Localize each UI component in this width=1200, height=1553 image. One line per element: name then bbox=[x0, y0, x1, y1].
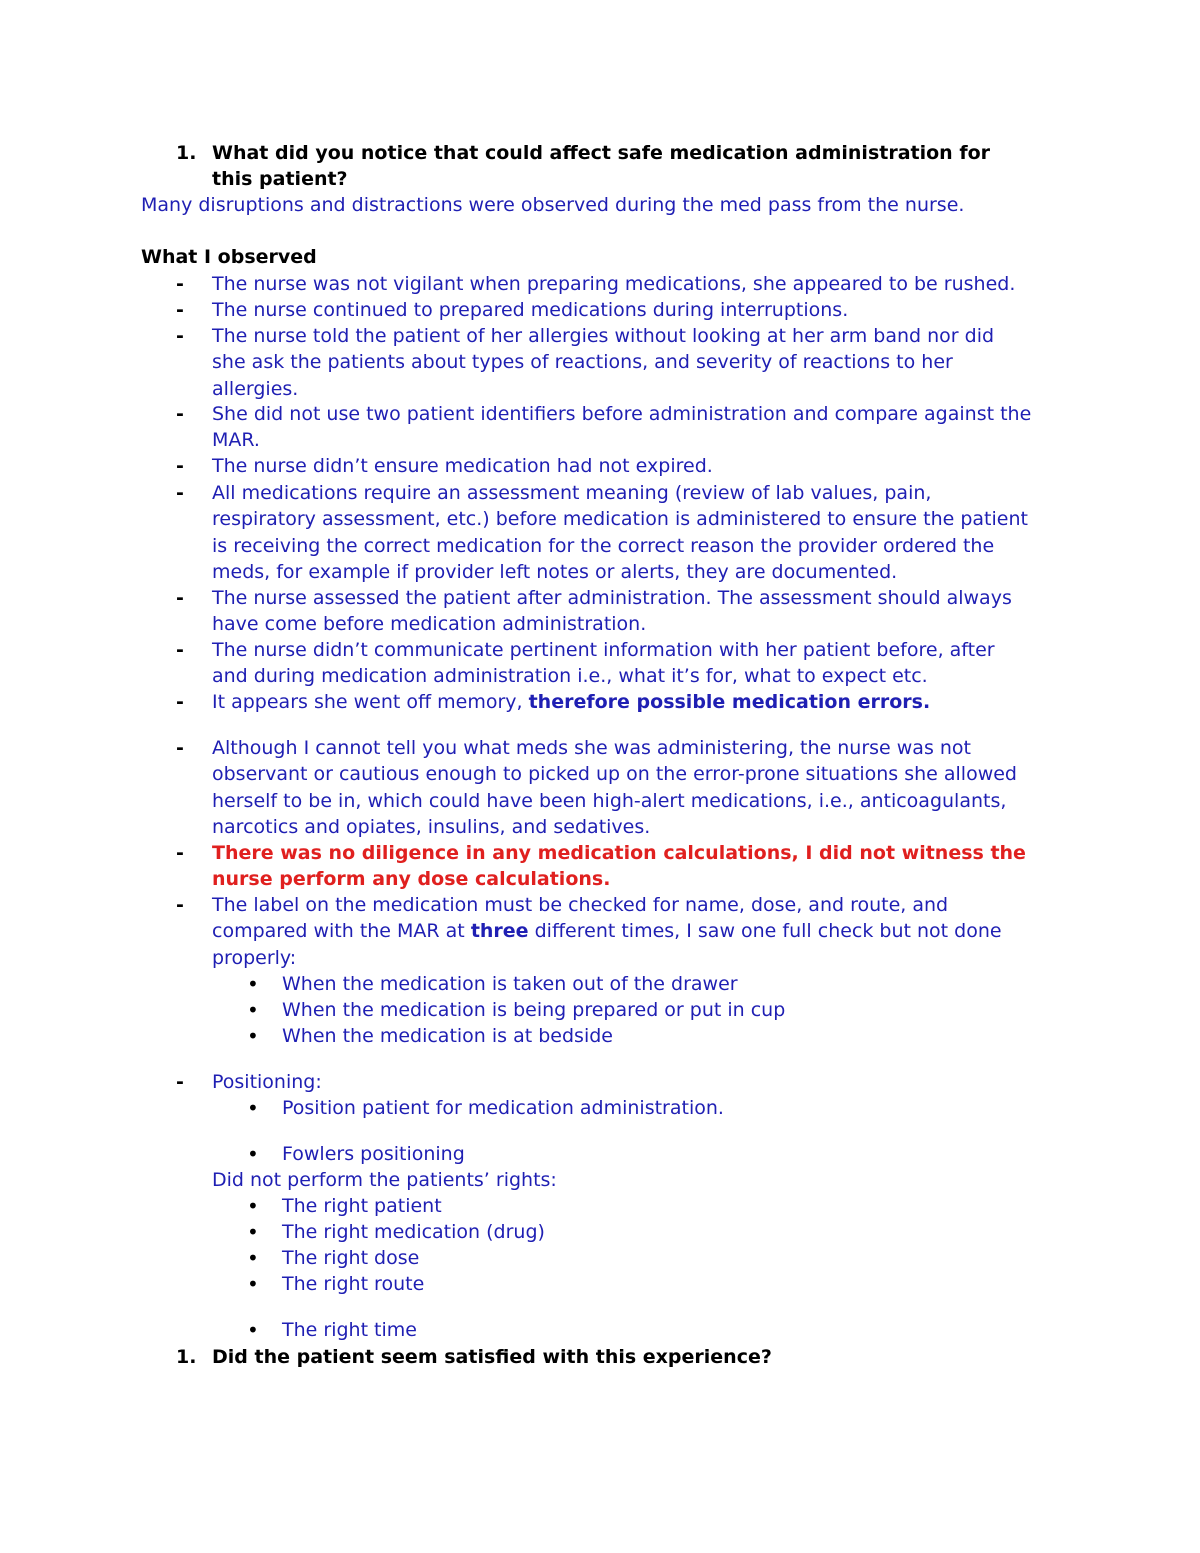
right-text: The right dose bbox=[282, 1247, 420, 1269]
bullet-marker: • bbox=[247, 1318, 259, 1342]
right-text: The right route bbox=[282, 1273, 425, 1295]
observation-line: observant or cautious enough to picked up on the error-prone situations she allowed bbox=[212, 763, 1017, 786]
observation-line: and during medication administration i.e., what it’s for, what to expect etc. bbox=[212, 665, 928, 688]
positioning-text: Position patient for medication administration. bbox=[282, 1097, 724, 1119]
right-item bbox=[247, 1193, 442, 1219]
bullet-marker: • bbox=[247, 1246, 259, 1270]
question-number: 1. bbox=[176, 1346, 197, 1368]
observation-item bbox=[176, 735, 1066, 840]
rights-label: Did not perform the patients’ rights: bbox=[212, 1169, 557, 1191]
observation-line: Although I cannot tell you what meds she was administering, the nurse was not bbox=[212, 737, 971, 759]
dash-marker: - bbox=[176, 842, 184, 864]
right-text: The right medication (drug) bbox=[282, 1221, 545, 1243]
right-text: The right patient bbox=[282, 1195, 442, 1217]
observation-line: properly: bbox=[212, 946, 297, 969]
observation-line: meds, for example if provider left notes or alerts, they are documented. bbox=[212, 560, 898, 583]
observation-line: The nurse continued to prepared medications during interruptions. bbox=[212, 299, 849, 321]
label-check-text: When the medication is taken out of the drawer bbox=[282, 973, 738, 995]
observation-line: she ask the patients about types of reactions, and severity of reactions to her bbox=[212, 351, 953, 374]
observation-item-highlight bbox=[176, 840, 1066, 893]
intro-answer: Many disruptions and distractions were observed during the med pass from the nurse. bbox=[141, 194, 965, 216]
observation-line: The nurse didn’t ensure medication had not expired. bbox=[212, 455, 713, 477]
observation-line: The nurse was not vigilant when preparing medications, she appeared to be rushed. bbox=[212, 273, 1016, 295]
dash-marker: - bbox=[176, 403, 184, 425]
right-item bbox=[247, 1317, 417, 1343]
positioning-label: Positioning: bbox=[212, 1071, 322, 1093]
observation-item bbox=[176, 892, 1066, 971]
observation-line: have come before medication administration. bbox=[212, 613, 647, 636]
observation-line: She did not use two patient identifiers before administration and compare against the bbox=[212, 403, 1032, 425]
dash-marker: - bbox=[176, 325, 184, 347]
question-text-line-2: this patient? bbox=[212, 168, 348, 191]
observation-line: The nurse assessed the patient after administration. The assessment should always bbox=[212, 587, 1012, 609]
question-number: 1. bbox=[176, 142, 197, 164]
label-check-text: When the medication is being prepared or put in cup bbox=[282, 999, 786, 1021]
bullet-marker: • bbox=[247, 1024, 259, 1048]
bullet-marker: • bbox=[247, 1142, 259, 1166]
observation-prefix: It appears she went off memory, bbox=[212, 691, 529, 713]
dash-marker: - bbox=[176, 299, 184, 321]
observation-item bbox=[176, 689, 1066, 715]
observation-prefix: compared with the MAR at bbox=[212, 920, 471, 943]
right-item bbox=[247, 1271, 424, 1297]
right-item bbox=[247, 1219, 545, 1245]
question-1 bbox=[176, 140, 1076, 193]
observation-line: The nurse didn’t communicate pertinent information with her patient before, after bbox=[212, 639, 995, 661]
observation-emphasis: therefore possible medication errors. bbox=[528, 691, 931, 713]
dash-marker: - bbox=[176, 455, 184, 477]
observation-item bbox=[176, 453, 1066, 479]
positioning-text: Fowlers positioning bbox=[282, 1143, 465, 1165]
dash-marker: - bbox=[176, 737, 184, 759]
bullet-marker: • bbox=[247, 1272, 259, 1296]
dash-marker: - bbox=[176, 894, 184, 916]
label-check-item bbox=[247, 997, 785, 1023]
observation-item bbox=[176, 271, 1066, 297]
dash-marker: - bbox=[176, 1071, 184, 1093]
observation-suffix: different times, I saw one full check but not done bbox=[528, 920, 1002, 943]
bullet-marker: • bbox=[247, 972, 259, 996]
right-text: The right time bbox=[282, 1319, 417, 1341]
observation-item bbox=[176, 585, 1066, 638]
question-text-line-1: What did you notice that could affect safe medication administration for bbox=[212, 142, 991, 164]
positioning-subitem bbox=[247, 1095, 724, 1121]
bullet-marker: • bbox=[247, 998, 259, 1022]
observation-item bbox=[176, 637, 1066, 690]
bullet-marker: • bbox=[247, 1194, 259, 1218]
right-item bbox=[247, 1245, 419, 1271]
label-check-item bbox=[247, 1023, 613, 1049]
observation-item bbox=[176, 297, 1066, 323]
observation-line: There was no diligence in any medication calculations, I did not witness the bbox=[212, 842, 1026, 864]
observation-line bbox=[212, 689, 1066, 715]
label-check-text: When the medication is at bedside bbox=[282, 1025, 613, 1047]
observation-item bbox=[176, 323, 1066, 402]
positioning-subitem bbox=[247, 1141, 465, 1167]
observation-line: The nurse told the patient of her allergies without looking at her arm band nor did bbox=[212, 325, 995, 347]
observation-line: narcotics and opiates, insulins, and sedatives. bbox=[212, 815, 651, 838]
dash-marker: - bbox=[176, 587, 184, 609]
label-check-item bbox=[247, 971, 738, 997]
observation-emphasis: three bbox=[470, 920, 529, 943]
dash-marker: - bbox=[176, 482, 184, 504]
observation-line: The label on the medication must be checked for name, dose, and route, and bbox=[212, 894, 949, 916]
observation-item bbox=[176, 401, 1066, 454]
bullet-marker: • bbox=[247, 1220, 259, 1244]
observation-line: All medications require an assessment meaning (review of lab values, pain, bbox=[212, 482, 932, 504]
section-heading: What I observed bbox=[141, 246, 317, 268]
observation-line: respiratory assessment, etc.) before medication is administered to ensure the patient bbox=[212, 508, 1028, 531]
bullet-marker: • bbox=[247, 1096, 259, 1120]
observation-line: herself to be in, which could have been high-alert medications, i.e., anticoagulants, bbox=[212, 789, 1007, 812]
observation-line: allergies. bbox=[212, 377, 299, 400]
observation-line: MAR. bbox=[212, 429, 260, 452]
dash-marker: - bbox=[176, 273, 184, 295]
question-2 bbox=[176, 1344, 1076, 1370]
positioning-item bbox=[176, 1069, 1066, 1095]
observation-line bbox=[212, 918, 1066, 944]
question-text: Did the patient seem satisfied with this experience? bbox=[212, 1346, 772, 1368]
observation-line: is receiving the correct medication for the correct reason the provider ordered the bbox=[212, 534, 995, 557]
dash-marker: - bbox=[176, 639, 184, 661]
observation-item bbox=[176, 480, 1066, 585]
observation-line: nurse perform any dose calculations. bbox=[212, 868, 611, 891]
dash-marker: - bbox=[176, 691, 184, 713]
